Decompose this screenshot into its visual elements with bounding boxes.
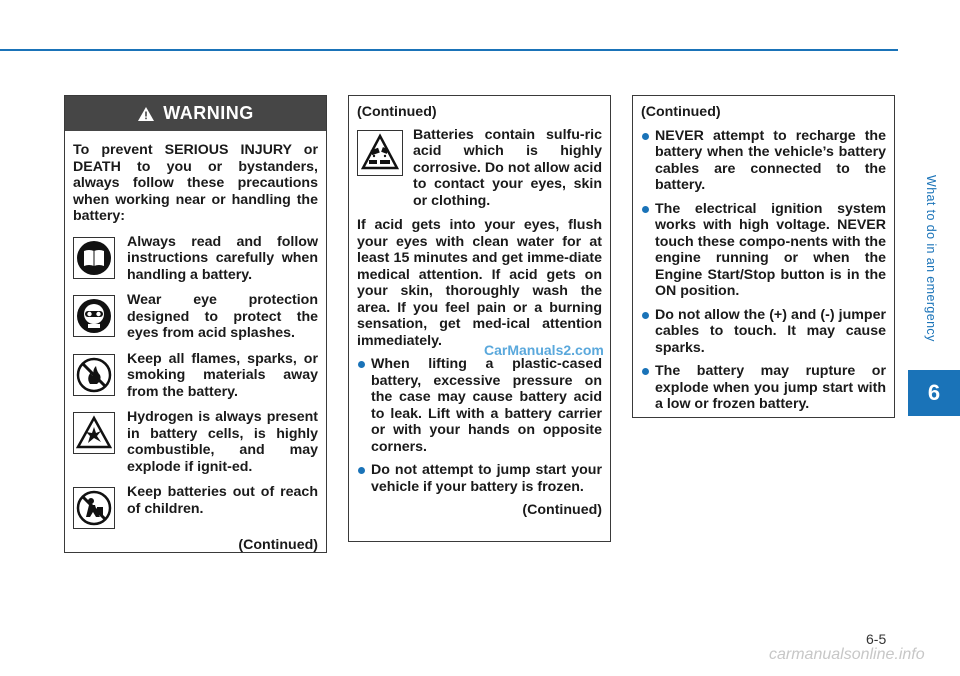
bullet-item: Do not allow the (+) and (-) jumper cables to touch. It may cause sparks. — [641, 307, 886, 357]
continued-title: (Continued) — [357, 104, 437, 120]
warning-item — [73, 484, 318, 529]
warning-item — [73, 409, 318, 475]
warning-item-text: Wear eye protection designed to protect the eyes from acid splashes. — [127, 292, 318, 341]
watermark-mid: CarManuals2.com — [484, 342, 604, 358]
bullet-item: The battery may rupture or explode when you jump start with a low or frozen battery. — [641, 363, 886, 413]
chapter-tab: 6 — [908, 370, 960, 416]
acid-warning-text: Batteries contain sulfu-ric acid which is highly corrosive. Do not allow acid to contact your eyes, skin or clothing. — [413, 126, 602, 209]
warning-title: WARNING — [163, 103, 254, 123]
chapter-side-label: What to do in an emergency — [924, 175, 938, 342]
warning-item-text: Hydrogen is always present in battery cells, is highly combustible, and may explode if ignit-ed. — [127, 409, 318, 475]
warning-item-text: Keep batteries out of reach of children. — [127, 484, 318, 517]
bullet-item: When lifting a plastic-cased battery, excessive pressure on the case may cause battery acid to leak. Lift with a battery carrier or with your hands on opposite corners. — [357, 356, 602, 455]
warning-box — [64, 95, 327, 553]
corrosive-acid-icon — [357, 130, 403, 176]
bullet-item: Do not attempt to jump start your vehicle if your battery is frozen. — [357, 462, 602, 495]
warning-triangle-icon — [137, 106, 155, 122]
continued-label: (Continued) — [238, 537, 318, 553]
no-flames-icon — [73, 354, 115, 396]
continued-box-2 — [348, 95, 611, 542]
bullet-list — [641, 128, 886, 413]
top-rule — [0, 49, 898, 51]
warning-item — [73, 292, 318, 342]
continued-label: (Continued) — [522, 502, 602, 518]
warning-item — [73, 234, 318, 284]
warning-item-text: Always read and follow instructions carefully when handling a battery. — [127, 233, 318, 283]
warning-intro: To prevent SERIOUS INJURY or DEATH to you or bystanders, always follow these precautions when working near or handling the battery: — [73, 142, 318, 224]
warning-item-text: Keep all flames, sparks, or smoking materials away from the battery. — [127, 350, 318, 400]
watermark-bottom: carmanualsonline.info — [769, 646, 925, 663]
acid-first-aid-paragraph: If acid gets into your eyes, flush your eyes with clean water for at least 15 minutes and get imme-diate medical attention. If acid gets on your skin, thoroughly wash the area. If you feel pain or a burning sensation, get med-ical attention immediately. — [357, 217, 602, 349]
continued-title: (Continued) — [641, 104, 721, 120]
bullet-item: The electrical ignition system works with high voltage. NEVER touch these compo-nents with the engine running or when the Engine Start/Stop button is in the ON position. — [641, 201, 886, 300]
warning-item — [73, 351, 318, 401]
keep-away-children-icon — [73, 487, 115, 529]
continued-box-3 — [632, 95, 895, 418]
eye-protection-icon — [73, 295, 115, 337]
bullet-list — [357, 356, 602, 495]
warning-header — [65, 96, 326, 131]
manual-book-icon — [73, 237, 115, 279]
explosion-warning-icon — [73, 412, 115, 454]
page-number: 6-5 — [866, 631, 887, 647]
bullet-item: NEVER attempt to recharge the battery when the vehicle’s battery cables are connected to the battery. — [641, 128, 886, 194]
acid-warning-item — [357, 127, 602, 210]
